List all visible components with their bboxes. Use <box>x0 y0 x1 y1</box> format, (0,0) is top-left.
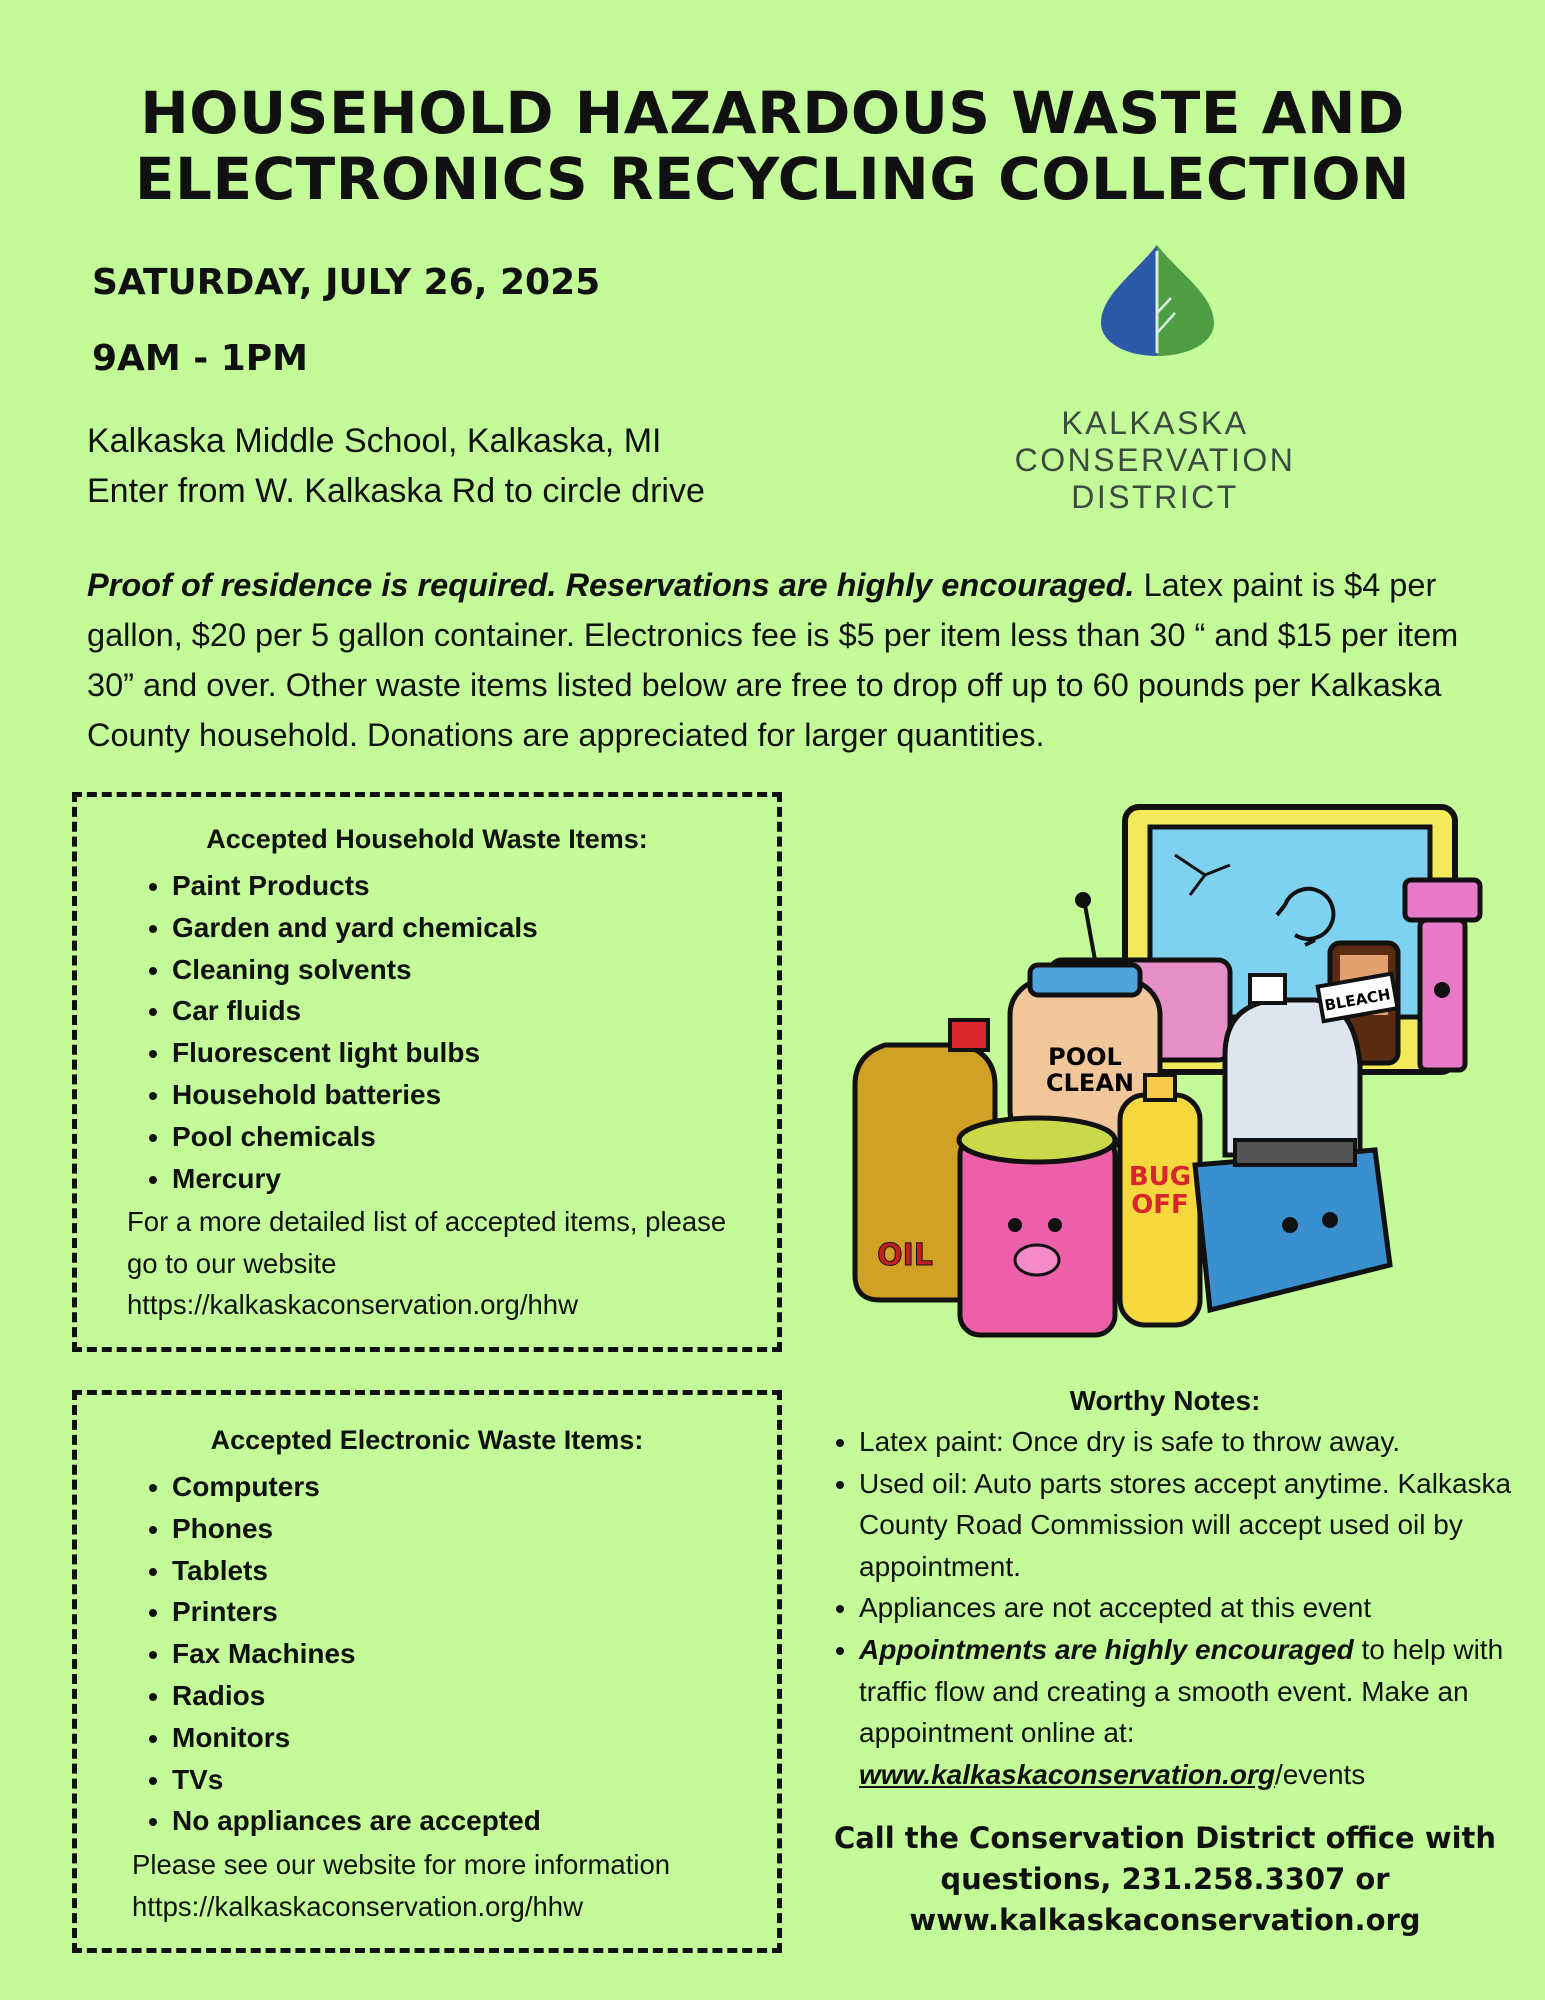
logo-wordmark <box>1005 405 1305 516</box>
intro-text: Latex paint is $4 per gallon, $20 per 5 gallon container. Electronics fee is $5 per item less than 30 “ and $15 per item 30” and over. Other waste items listed below are free to drop off up to 60 pounds per Kalkaska County household. Donations are appreciated for larger quantities. <box>87 567 1459 753</box>
bug-label-1: BUG <box>1128 1162 1192 1192</box>
flyer-title <box>40 80 1505 212</box>
list-item: • Computers <box>172 1466 777 1508</box>
list-item: • Tablets <box>172 1550 777 1592</box>
electronic-items-box <box>72 1390 782 1953</box>
list-item: • Household batteries <box>172 1074 777 1116</box>
logo-line-3: DISTRICT <box>1071 479 1239 515</box>
list-item: • Monitors <box>172 1717 777 1759</box>
list-item: • Latex paint: Once dry is safe to throw away. <box>859 1421 1515 1463</box>
list-item: • Printers <box>172 1591 777 1633</box>
notes-list <box>815 1421 1515 1795</box>
household-list <box>77 865 777 1199</box>
callout-line-2: questions, 231.258.3307 or <box>940 1862 1390 1896</box>
list-item: • Car fluids <box>172 990 777 1032</box>
logo-line-2: CONSERVATION <box>1014 442 1296 478</box>
intro-paragraph <box>87 560 1507 760</box>
electronic-note <box>77 1844 777 1927</box>
household-url[interactable]: https://kalkaskaconservation.org/hhw <box>127 1289 578 1321</box>
household-items-box <box>72 792 782 1352</box>
paint-can-icon <box>959 1118 1115 1335</box>
electronic-note-line-1: Please see our website for more information <box>132 1849 671 1881</box>
title-line-1: HOUSEHOLD HAZARDOUS WASTE AND <box>140 79 1405 147</box>
list-item: • Mercury <box>172 1158 777 1200</box>
list-item: • Fax Machines <box>172 1633 777 1675</box>
list-item: • Used oil: Auto parts stores accept anytime. Kalkaska County Road Commission will accept used oil by appointment. <box>859 1463 1515 1588</box>
list-item: • Radios <box>172 1675 777 1717</box>
event-time: 9AM - 1PM <box>92 338 308 379</box>
location-line-1: Kalkaska Middle School, Kalkaska, MI <box>87 422 662 460</box>
notes-item4-text: to help with traffic flow and creating a smooth event. Make an appointment online at: <box>859 1633 1504 1749</box>
pool-label-2: CLEAN <box>1046 1069 1134 1097</box>
location-line-2: Enter from W. Kalkaska Rd to circle drive <box>87 472 705 510</box>
list-item: • Pool chemicals <box>172 1116 777 1158</box>
household-note-line-1: For a more detailed list of accepted items, please <box>127 1206 727 1238</box>
notes-heading: Worthy Notes: <box>1069 1385 1261 1416</box>
notes-item4-bold: Appointments are highly encouraged <box>859 1633 1354 1665</box>
oil-label: OIL <box>877 1238 933 1273</box>
car-battery-icon <box>1195 1140 1390 1310</box>
pool-label-1: POOL <box>1048 1043 1122 1071</box>
bleach-label: BLEACH <box>1323 985 1392 1015</box>
electronic-url[interactable]: https://kalkaskaconservation.org/hhw <box>132 1890 583 1922</box>
intro-bold: Proof of residence is required. Reservations are highly encouraged. <box>87 567 1135 603</box>
list-item: • Appliances are not accepted at this event <box>859 1587 1515 1629</box>
title-line-2: ELECTRONICS RECYCLING COLLECTION <box>134 145 1411 213</box>
list-item: • Fluorescent light bulbs <box>172 1032 777 1074</box>
household-heading: Accepted Household Waste Items: <box>206 824 648 854</box>
household-note-line-2: go to our website <box>127 1247 337 1279</box>
worthy-notes <box>815 1385 1515 1795</box>
list-item: • No appliances are accepted <box>172 1800 777 1842</box>
list-item <box>859 1629 1515 1795</box>
events-link[interactable]: www.kalkaskaconservation.org <box>859 1758 1276 1790</box>
hazardous-waste-clipart <box>845 795 1495 1355</box>
list-item: • Cleaning solvents <box>172 949 777 991</box>
event-date: SATURDAY, JULY 26, 2025 <box>92 262 601 303</box>
contact-callout <box>800 1818 1530 1941</box>
bug-label-2: OFF <box>1131 1190 1189 1220</box>
bug-spray-can-icon <box>1120 1075 1200 1325</box>
callout-website[interactable]: www.kalkaskaconservation.org <box>909 1903 1421 1937</box>
household-note <box>77 1201 777 1326</box>
logo-line-1: KALKASKA <box>1061 405 1249 441</box>
callout-line-1: Call the Conservation District office with <box>833 1821 1497 1855</box>
electronic-list <box>77 1466 777 1842</box>
events-link-suffix: /events <box>1275 1758 1366 1790</box>
event-location <box>87 416 705 516</box>
list-item: • Garden and yard chemicals <box>172 907 777 949</box>
leaf-drop-logo-icon <box>1095 243 1220 358</box>
list-item: • TVs <box>172 1759 777 1801</box>
list-item: • Phones <box>172 1508 777 1550</box>
electronic-heading: Accepted Electronic Waste Items: <box>210 1425 644 1455</box>
list-item: • Paint Products <box>172 865 777 907</box>
